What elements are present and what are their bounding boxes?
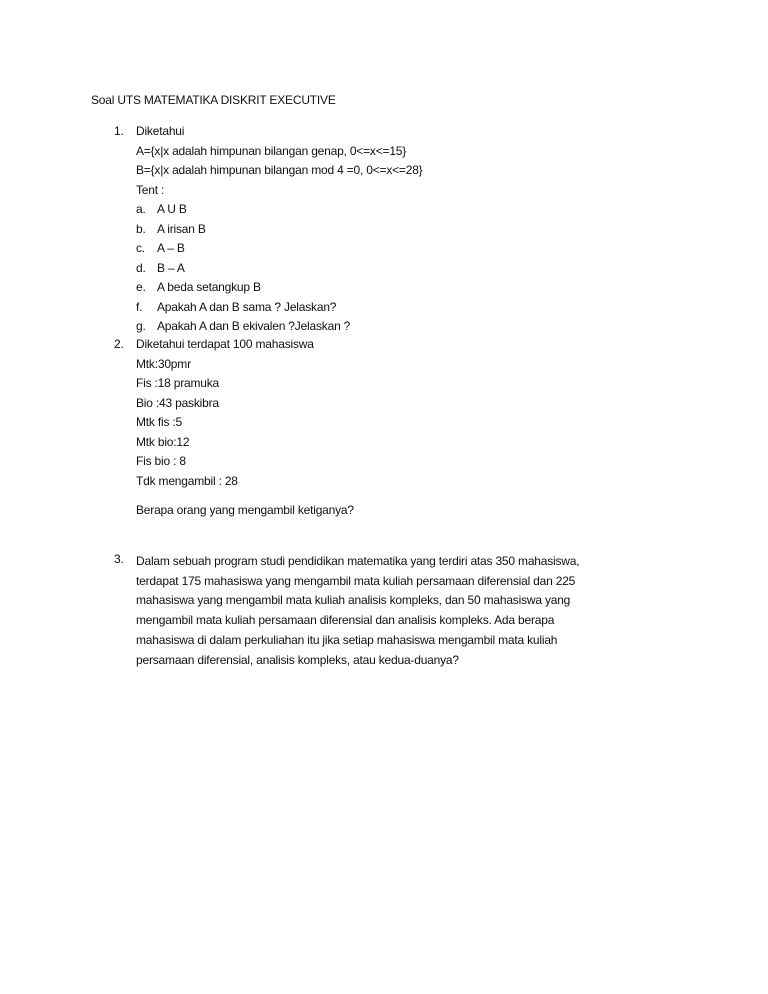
- item-text: A beda setangkup B: [157, 280, 261, 294]
- item-letter: g.: [136, 319, 146, 333]
- item-letter: b.: [136, 221, 146, 236]
- data-line: Mtk:30pmr: [136, 356, 191, 371]
- item-text: Apakah A dan B ekivalen ?Jelaskan ?: [157, 319, 351, 333]
- item-letter: f.: [136, 299, 143, 314]
- item-text: B – A: [157, 260, 185, 275]
- item-text: A irisan B: [157, 221, 206, 236]
- paragraph-line: Dalam sebuah program studi pendidikan matematika yang terdiri atas 350 mahasiswa,: [136, 554, 580, 568]
- paragraph-line: terdapat 175 mahasiswa yang mengambil mata kuliah persamaan diferensial dan 225: [136, 573, 576, 588]
- paragraph-line: mahasiswa yang mengambil mata kuliah analisis kompleks, dan 50 mahasiswa yang: [136, 593, 571, 608]
- question-number: 1.: [114, 124, 124, 138]
- item-text: A – B: [157, 241, 185, 255]
- q1-intro: Diketahui: [136, 124, 185, 138]
- q2-intro: Diketahui terdapat 100 mahasiswa: [136, 337, 314, 351]
- item-letter: e.: [136, 280, 146, 294]
- set-a-definition: A={x|x adalah himpunan bilangan genap, 0<=x<=15}: [136, 143, 407, 158]
- q1-task-label: Tent :: [136, 182, 165, 197]
- data-line: Fis bio : 8: [136, 454, 186, 468]
- item-letter: a.: [136, 202, 146, 216]
- question-number: 2.: [114, 337, 124, 351]
- data-line: Mtk fis :5: [136, 415, 183, 429]
- paragraph-line: persamaan diferensial, analisis kompleks, atau kedua-duanya?: [136, 652, 459, 667]
- item-letter: c.: [136, 241, 145, 255]
- paragraph-line: mahasiswa di dalam perkuliahan itu jika setiap mahasiswa mengambil mata kuliah: [136, 632, 558, 647]
- data-line: Fis :18 pramuka: [136, 376, 220, 390]
- item-text: Apakah A dan B sama ? Jelaskan?: [157, 299, 337, 314]
- q3-paragraph: [136, 552, 579, 670]
- item-letter: d.: [136, 260, 146, 275]
- set-b-definition: B={x|x adalah himpunan bilangan mod 4 =0, 0<=x<=28}: [136, 163, 423, 177]
- question-number: 3.: [114, 552, 124, 566]
- item-text: A U B: [157, 202, 187, 216]
- document-title: Soal UTS MATEMATIKA DISKRIT EXECUTIVE: [91, 93, 336, 107]
- data-line: Bio :43 paskibra: [136, 395, 219, 410]
- q2-question: Berapa orang yang mengambil ketiganya?: [136, 503, 354, 517]
- data-line: Tdk mengambil : 28: [136, 473, 238, 488]
- paragraph-line: mengambil mata kuliah persamaan diferensial dan analisis kompleks. Ada berapa: [136, 613, 555, 628]
- data-line: Mtk bio:12: [136, 434, 190, 449]
